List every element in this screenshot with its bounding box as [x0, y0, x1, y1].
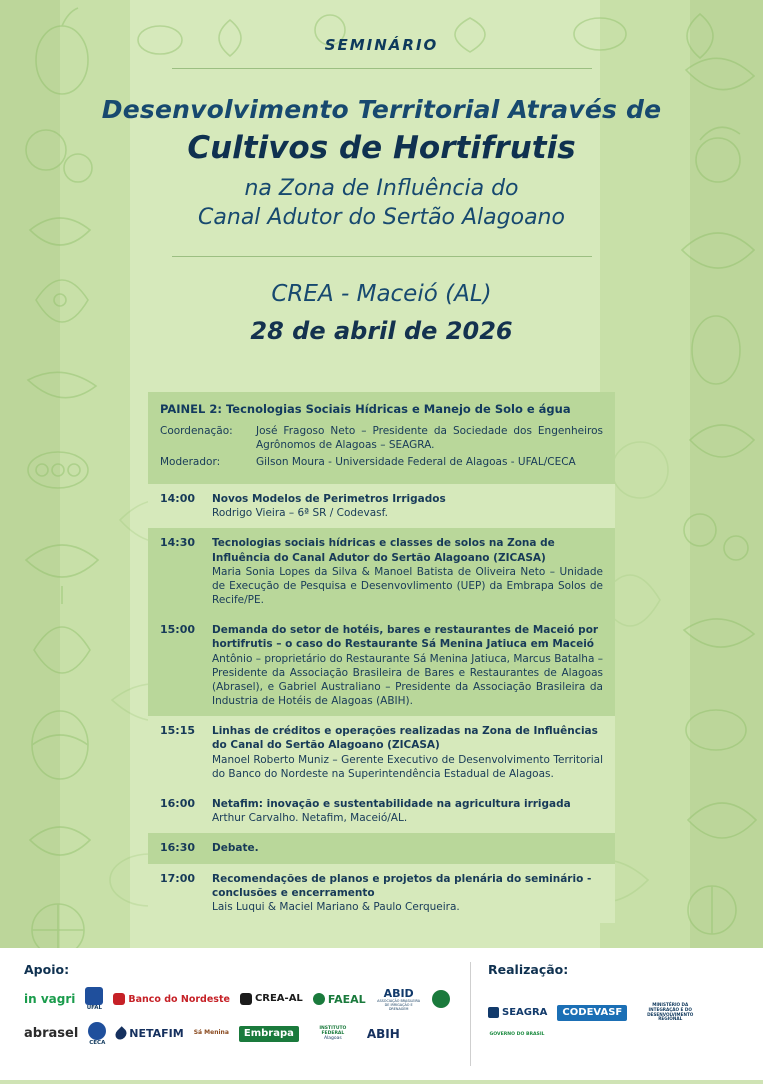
- agenda-time: 14:00: [160, 492, 196, 505]
- agenda-subtitle: Rodrigo Vieira – 6ª SR / Codevasf.: [212, 507, 388, 520]
- apoio-section: [24, 962, 454, 1046]
- agenda-subtitle: Manoel Roberto Muniz – Gerente Executivo de Desenvolvimento Territorial do Banco do Nordeste na Superintendência Estadual de Alagoas.: [212, 753, 603, 780]
- agenda-item: [148, 716, 615, 789]
- title-block: [0, 95, 763, 230]
- agenda-body: [212, 797, 603, 825]
- agenda-time: 16:30: [160, 841, 196, 855]
- agenda-body: [212, 492, 603, 520]
- logo-banco-do-nordeste: [113, 993, 230, 1005]
- logo-abid: [376, 987, 422, 1012]
- logo-bnb-text: Banco do Nordeste: [128, 993, 230, 1005]
- logo-embrapa: [239, 1026, 299, 1042]
- seagra-mark-icon: [488, 1007, 499, 1018]
- agenda-title: Tecnologias sociais hídricas e classes de solos na Zona de Influência do Canal Adutor do Sertão Alagoano (ZICASA): [212, 537, 555, 564]
- divider-top: [172, 68, 592, 69]
- netafim-drop-icon: [114, 1026, 130, 1042]
- agenda-item: [148, 528, 615, 615]
- codevasf-chip: CODEVASF: [557, 1005, 627, 1021]
- panel-roles: [160, 424, 603, 470]
- agenda-title: Linhas de créditos e operações realizadas na Zona de Influências do Canal do Sertão Alagoano (ZICASA): [212, 725, 598, 752]
- agenda-list: [148, 484, 615, 923]
- agenda-title: Novos Modelos de Perimetros Irrigados: [212, 493, 446, 505]
- embrapa-chip: Embrapa: [239, 1026, 299, 1042]
- logo-seagra: [432, 990, 450, 1008]
- logo-ufal: [85, 987, 103, 1011]
- agenda-subtitle: Lais Luqui & Maciel Mariano & Paulo Cerqueira.: [212, 901, 460, 914]
- agenda-item: [148, 615, 615, 716]
- agenda-title: Debate.: [212, 842, 259, 855]
- agenda-body: [212, 623, 603, 708]
- bnb-mark: [113, 993, 125, 1005]
- role-value: José Fragoso Neto – Presidente da Sociedade dos Engenheiros Agrônomos de Alagoas – SEAGRA.: [256, 425, 603, 452]
- agenda-time: 15:15: [160, 724, 196, 738]
- agenda-item: [148, 789, 615, 833]
- apoio-logo-row-2: [24, 1022, 454, 1046]
- agenda-time: 17:00: [160, 872, 196, 886]
- panel-role-row: [160, 455, 603, 469]
- ceca-mark: [88, 1022, 106, 1040]
- panel-title: PAINEL 2: Tecnologias Sociais Hídricas e Manejo de Solo e água: [160, 402, 571, 416]
- agenda-body: [212, 841, 603, 856]
- logo-if-sub: Alagoas: [323, 1036, 342, 1042]
- realizacao-label: Realização:: [488, 962, 569, 977]
- logo-ceca: [88, 1022, 106, 1046]
- agenda-body: [212, 872, 603, 915]
- logo-abid-text: ABID: [383, 987, 414, 1000]
- agenda-body: [212, 724, 603, 781]
- logo-netafim: [116, 1028, 183, 1040]
- logo-inovagri: [24, 993, 75, 1005]
- panel-role-row: [160, 424, 603, 452]
- agenda-subtitle: Maria Sonia Lopes da Silva & Manoel Batista de Oliveira Neto – Unidade de Execução de Pesquisa e Desenvovlimento (UEP) da Embrapa Solos de Recife/PE.: [212, 565, 603, 607]
- role-value: Gilson Moura - Universidade Federal de Alagoas - UFAL/CECA: [256, 456, 576, 469]
- agenda-title: Netafim: inovação e sustentabilidade na agricultura irrigada: [212, 797, 571, 810]
- agenda-item: [148, 864, 615, 923]
- title-line-3: na Zona de Influência do: [244, 176, 519, 201]
- logo-crea-al: [240, 993, 303, 1005]
- agenda-body: [212, 536, 603, 607]
- ufal-mark: [85, 987, 103, 1005]
- divider-middle: [172, 256, 592, 257]
- logo-faeal-text: FAEAL: [327, 992, 366, 1006]
- logo-ceca-text: CECA: [89, 1039, 106, 1046]
- logo-crea-text: CREA-AL: [254, 993, 303, 1005]
- title-line-4: Canal Adutor do Sertão Alagoano: [198, 205, 565, 230]
- logo-seagra-realizacao: [488, 1007, 547, 1018]
- logo-seagra-text: SEAGRA: [502, 1006, 548, 1018]
- logo-ufal-text: UFAL: [86, 1005, 103, 1012]
- role-label: Moderador:: [160, 456, 221, 469]
- agenda-time: 15:00: [160, 623, 196, 637]
- apoio-logo-row-1: [24, 987, 454, 1012]
- logo-netafim-text: NETAFIM: [129, 1027, 184, 1041]
- logo-governo-text: GOVERNO DO BRASIL: [489, 1032, 545, 1038]
- apoio-label: Apoio:: [24, 962, 70, 977]
- logo-ministerio: [637, 1003, 703, 1022]
- seagra-mark: [432, 990, 450, 1008]
- agenda-title: Recomendações de planos e projetos da plenária do seminário - conclusões e encerramento: [212, 873, 592, 900]
- role-label: Coordenação:: [160, 425, 233, 437]
- agenda-item: [148, 484, 615, 528]
- logo-codevasf: [557, 1005, 627, 1021]
- agenda-time: 14:30: [160, 536, 196, 550]
- event-date: 28 de abril de 2026: [250, 317, 513, 345]
- footer-divider: [470, 962, 471, 1066]
- logo-sa-menina: [194, 1030, 229, 1037]
- agenda-title: Demanda do setor de hotéis, bares e restaurantes de Maceió por hortifrutis – o caso do Restaurante Sá Menina Jatiuca em Maceió: [212, 624, 599, 651]
- realizacao-logo-row: [488, 1003, 748, 1038]
- logo-abih: [367, 1028, 400, 1040]
- logo-abrasel: [24, 1027, 78, 1040]
- agenda-subtitle: Antônio – proprietário do Restaurante Sá Menina Jatiuca, Marcus Batalha – Presidente da Associação Brasileira de Bares e Restaurantes de Alagoas (Abrasel), e Gabriel Australiano – Presidente da Associação Brasileira da Industria de Hotéis de Alagoas (ABIH).: [212, 652, 603, 708]
- logo-governo-do-brasil: [488, 1032, 546, 1037]
- logo-sa-menina-text: Sá Menina: [193, 1029, 229, 1037]
- agenda-item: [148, 833, 615, 864]
- logo-if-text: INSTITUTO FEDERAL: [319, 1026, 347, 1037]
- logo-instituto-federal: [309, 1026, 357, 1042]
- agenda-subtitle: Arthur Carvalho. Netafim, Maceió/AL.: [212, 812, 408, 825]
- logo-abid-sub: ASSOCIAÇÃO BRASILEIRA DE IRRIGAÇÃO E DRENAGEM: [377, 999, 421, 1011]
- title-line-1: Desenvolvimento Territorial Através de: [101, 95, 662, 124]
- faeal-mark: [313, 993, 325, 1005]
- panel-header-block: [148, 392, 615, 485]
- kicker-seminario: SEMINÁRIO: [324, 36, 439, 54]
- realizacao-section: [488, 962, 748, 1038]
- sponsor-footer: [0, 948, 763, 1080]
- logo-faeal: [313, 993, 366, 1005]
- logo-abih-text: ABIH: [366, 1026, 400, 1041]
- title-line-2: Cultivos de Hortifrutis: [187, 130, 576, 166]
- agenda-time: 16:00: [160, 796, 196, 810]
- logo-ministerio-text: MINISTÉRIO DA INTEGRAÇÃO E DO DESENVOLVIMENTO REGIONAL: [647, 1002, 694, 1022]
- logo-inovagri-text: in vagri: [24, 992, 76, 1007]
- venue-text: CREA - Maceió (AL): [271, 281, 492, 307]
- logo-abrasel-text: abrasel: [24, 1026, 79, 1042]
- crea-mark: [240, 993, 252, 1005]
